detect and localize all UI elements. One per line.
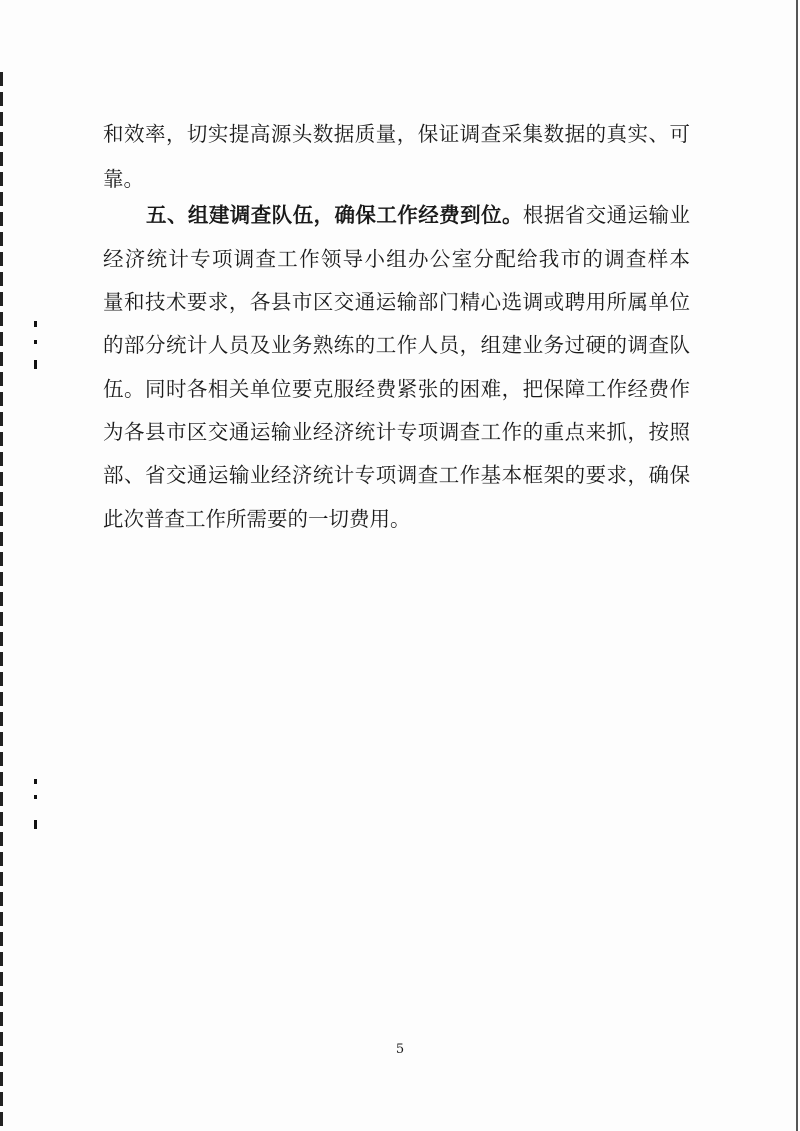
- scan-mark: [34, 360, 37, 369]
- scan-mark: [34, 779, 37, 784]
- scan-mark: [34, 820, 37, 829]
- section-heading: 五、组建调查队伍，确保工作经费到位。: [146, 203, 523, 227]
- scan-edge-right: [796, 0, 798, 1131]
- section-first-line-text: 根据省交通运输业: [522, 203, 691, 227]
- body-line: 和效率，切实提高源头数据质量，保证调查采集数据的真实、可: [103, 122, 690, 146]
- scan-mark: [34, 321, 37, 327]
- body-line: 量和技术要求，各县市区交通运输部门精心选调或聘用所属单位: [103, 290, 690, 314]
- body-line: 经济统计专项调查工作领导小组办公室分配给我市的调查样本: [103, 247, 690, 271]
- scan-edge-left: [0, 72, 3, 1131]
- page-number: 5: [395, 1042, 405, 1057]
- body-line: 伍。同时各相关单位要克服经费紧张的困难，把保障工作经费作: [103, 377, 690, 401]
- body-line: 此次普查工作所需要的一切费用。: [103, 507, 411, 531]
- section-first-line: [146, 202, 690, 228]
- body-line: 部、省交通运输业经济统计专项调查工作基本框架的要求，确保: [103, 463, 690, 487]
- body-line: 为各县市区交通运输业经济统计专项调查工作的重点来抓，按照: [103, 420, 690, 444]
- scan-mark: [34, 340, 37, 344]
- body-line: 的部分统计人员及业务熟练的工作人员，组建业务过硬的调查队: [103, 333, 690, 357]
- scan-mark: [34, 795, 37, 799]
- body-line: 靠。: [103, 167, 144, 191]
